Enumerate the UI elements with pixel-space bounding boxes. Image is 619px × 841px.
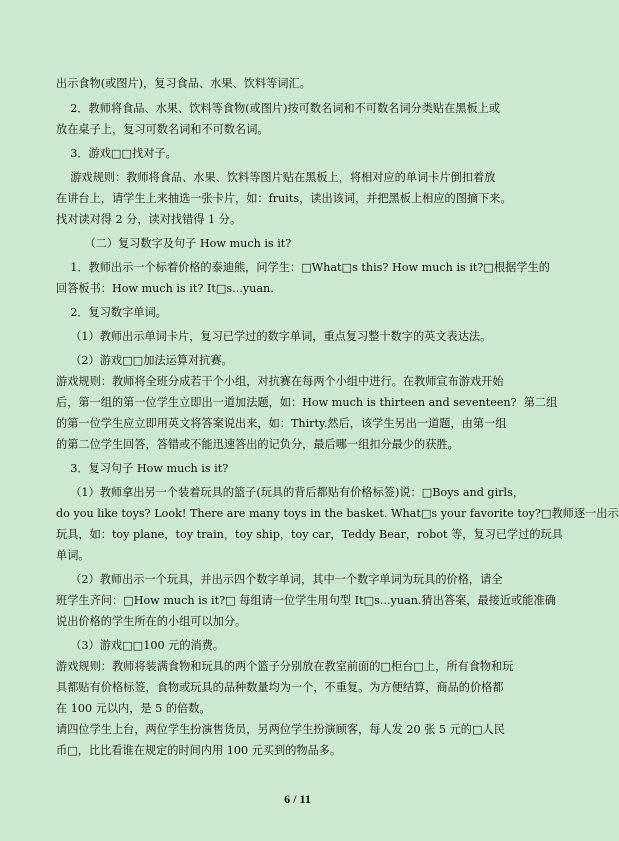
text-line: 在讲台上，请学生上来抽选一张卡片，如：fruits，读出该词，并把黑板上相应的图摘下来。 (56, 192, 512, 205)
text-line: 回答板书：How much is it? It□s...yuan. (56, 282, 274, 295)
text-line: 游戏规则：教师将食品、水果、饮料等图片贴在黑板上，将相对应的单词卡片倒扣着放 (56, 171, 496, 184)
text-line: 游戏规则：教师将装满食物和玩具的两个篮子分别放在教室前面的□柜台□上，所有食物和玩 (56, 660, 514, 673)
text-line: 3．复习句子 How much is it? (56, 462, 229, 475)
text-line: 单词。 (56, 549, 90, 562)
text-line: 后，第一组的第一位学生立即出一道加法题，如：How much is thirteen and seventeen? 第二组 (56, 396, 558, 409)
text-line: 玩具，如：toy plane，toy train，toy ship，toy car，Teddy Bear，robot 等，复习已学过的玩具 (56, 528, 563, 541)
page-number: 6 / 11 (284, 792, 311, 806)
text-line: do you like toys? Look! There are many toys in the basket. What□s your favorite toy?□教师逐一出示 (56, 507, 619, 520)
text-line: 找对读对得 2 分，读对找错得 1 分。 (56, 213, 242, 226)
text-line: 2．教师将食品、水果、饮料等食物(或图片)按可数名词和不可数名词分类贴在黑板上或 (56, 102, 501, 115)
text-line: 出示食物(或图片)，复习食品、水果、饮料等词汇。 (56, 77, 311, 90)
text-line: （1）教师拿出另一个装着玩具的篮子(玩具的背后都贴有价格标签)说：□Boys and girls， (56, 486, 525, 499)
text-line: 说出价格的学生所在的小组可以加分。 (56, 615, 247, 628)
text-line: （1）教师出示单词卡片，复习已学过的数字单词，重点复习整十数字的英文表达法。 (56, 330, 492, 343)
text-line: 在 100 元以内，是 5 的倍数。 (56, 702, 211, 715)
text-line: 的第一位学生应立即用英文将答案说出来，如：Thirty.然后，该学生另出一道题，由第一组 (56, 417, 507, 430)
text-line: 的第二位学生回答，答错或不能迅速答出的记负分，最后哪一组扣分最少的获胜。 (56, 438, 459, 451)
text-line: 请四位学生上台，两位学生扮演售货员，另两位学生扮演顾客，每人发 20 张 5 元的□人民 (56, 723, 505, 736)
text-line: 3．游戏□□找对子。 (56, 147, 177, 160)
text-line: 具都贴有价格标签，食物或玩具的品种数量均为一个，不重复。为方便结算，商品的价格都 (56, 681, 504, 694)
text-line: 游戏规则：教师将全班分成若干个小组，对抗赛在每两个小组中进行。在教师宣布游戏开始 (56, 375, 504, 388)
text-line: （3）游戏□□100 元的消费。 (56, 639, 225, 652)
section-heading: （二）复习数字及句子 How much is it? (56, 237, 292, 250)
text-line: 1．教师出示一个标着价格的泰迪熊，问学生：□What□s this? How much is it?□根据学生的 (56, 261, 550, 274)
text-line: 班学生齐问：□How much is it?□ 每组请一位学生用句型 It□s...yuan.猜出答案，最接近或能准确 (56, 594, 556, 607)
text-line: （2）教师出示一个玩具，并出示四个数字单词，其中一个数字单词为玩具的价格，请全 (56, 573, 503, 586)
text-line: （2）游戏□□加法运算对抗赛。 (56, 354, 233, 367)
text-line: 2．复习数字单词。 (56, 306, 167, 319)
text-line: 币□，比比看谁在规定的时间内用 100 元买到的物品多。 (56, 744, 342, 757)
text-line: 放在桌子上，复习可数名词和不可数名词。 (56, 123, 269, 136)
